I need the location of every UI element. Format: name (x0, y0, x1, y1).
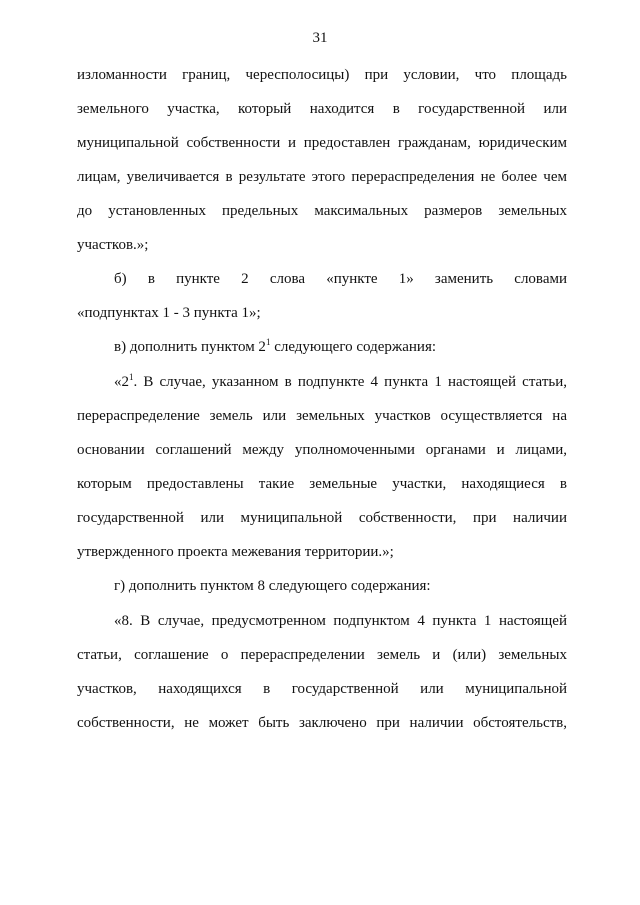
text-line: утвержденного проекта межевания территории.»; (77, 544, 394, 560)
text-line: которым предоставлены такие земельные участки, находящиеся в (77, 476, 567, 492)
text-fragment: в) дополнить пунктом 2 (114, 339, 266, 355)
text-line: перераспределение земель или земельных участков осуществляется на (77, 408, 567, 424)
text-line: лицам, увеличивается в результате этого перераспределения не более чем (77, 169, 567, 185)
text-line: г) дополнить пунктом 8 следующего содержания: (114, 578, 431, 594)
text-line: участков, находящихся в государственной или муниципальной (77, 681, 567, 697)
text-line: собственности, не может быть заключено при наличии обстоятельств, (77, 715, 567, 731)
text-fragment: «2 (114, 374, 129, 390)
text-line: статьи, соглашение о перераспределении земель и (или) земельных (77, 647, 567, 663)
page-number: 31 (312, 30, 328, 46)
text-line-with-superscript (114, 373, 567, 391)
text-line: основании соглашений между уполномоченными органами и лицами, (77, 442, 567, 458)
text-line-with-superscript (114, 338, 567, 356)
text-line: б) в пункте 2 слова «пункте 1» заменить словами (114, 271, 567, 287)
text-line: земельного участка, который находится в государственной или (77, 101, 567, 117)
superscript: 1 (265, 337, 271, 347)
text-fragment: . В случае, указанном в подпункте 4 пункта 1 настоящей статьи, (133, 374, 567, 390)
text-line: участков.»; (77, 237, 149, 253)
text-line: «подпунктах 1 - 3 пункта 1»; (77, 305, 261, 321)
text-line: государственной или муниципальной собственности, при наличии (77, 510, 567, 526)
superscript: 1 (129, 372, 134, 382)
text-fragment: следующего содержания: (270, 339, 437, 355)
text-line: до установленных предельных максимальных размеров земельных (77, 203, 567, 219)
text-line: муниципальной собственности и предоставлен гражданам, юридическим (77, 135, 567, 151)
text-line: «8. В случае, предусмотренном подпунктом 4 пункта 1 настоящей (114, 613, 567, 629)
text-line: изломанности границ, чересполосицы) при условии, что площадь (77, 67, 567, 83)
